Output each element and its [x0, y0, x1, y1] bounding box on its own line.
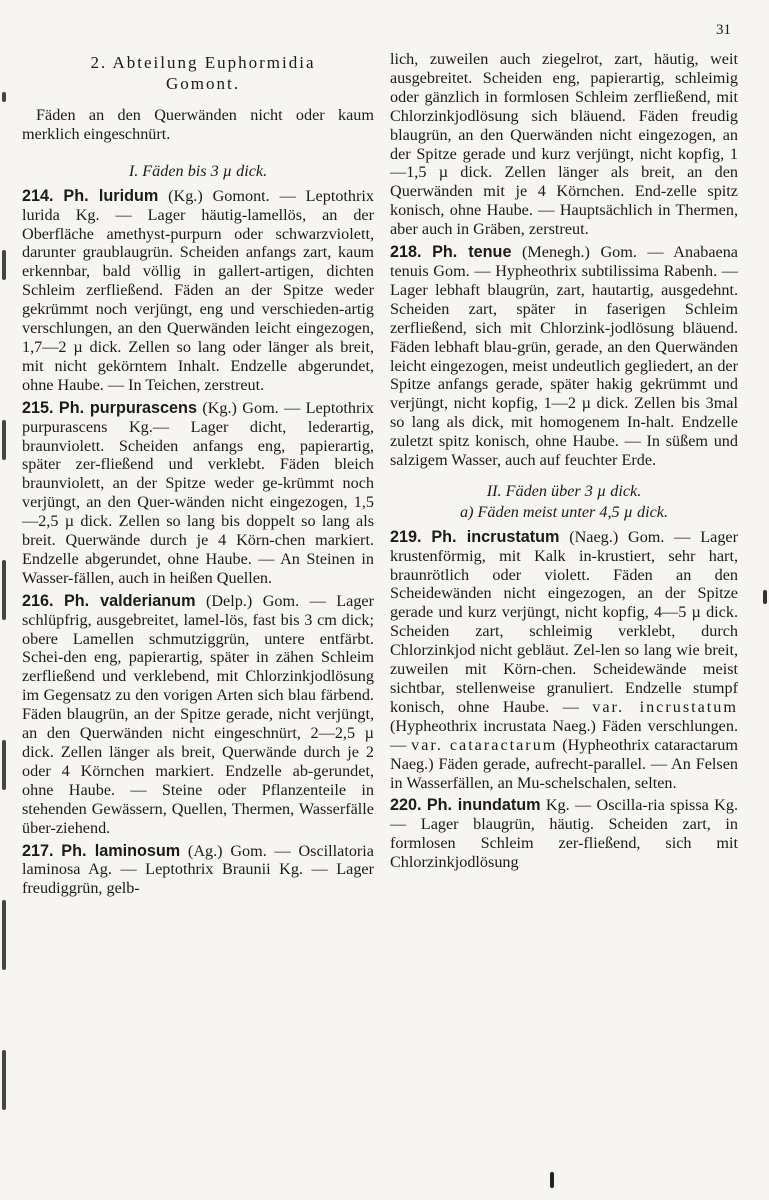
variety-name: var. cataractarum: [411, 735, 558, 754]
entry-text: (Naeg.) Gom. — Lager krustenförmig, mit Kalk in-krustiert, sehr hart, braunrötlich oder violett. Fäden an den Scheidewänden nicht eingezogen, an der Spitze gerade und kurz verjüngt, nicht kopfig, 4—5 µ dick. Scheiden zart, schleimig verklebt, durch Chlorzinkjod nicht gebläut. Zel-len so lang wie breit, zuweilen mit Körn-chen. Scheidewände meist sichtbar, stellenweise granuliert. Endzelle stumpf konisch, ohne Haube. —: [390, 527, 738, 716]
species-entry-215: [22, 399, 374, 588]
scan-edge-mark: [2, 560, 6, 620]
scan-edge-mark: [2, 900, 6, 970]
species-name: Ph. purpurascens: [58, 398, 197, 417]
species-name: Ph. incrustatum: [431, 527, 560, 546]
ink-blot: [550, 1172, 554, 1188]
section-title: [22, 52, 374, 94]
species-entry-216: [22, 592, 374, 838]
entry-text: (Kg.) Gomont. — Leptothrix lurida Kg. — Lager häutig-lamellös, an der Oberfläche amethyst-purpurn oder schwarzviolett, darunter graublaugrün. Scheiden anfangs zart, kaum erkennbar, bald völlig in gallert-artigen, dichten Schleim zerfließend. Fäden an der Spitze weder gekrümmt noch verjüngt, eng und verschieden-artig verschlungen, an den Querwänden leicht eingezogen, 1,7—2 µ dick. Zellen so lang oder länger als breit, mit nicht gekörntem Inhalt. Endzelle abgerundet, ohne Haube. — In Teichen, zerstreut.: [22, 186, 374, 394]
entry-number: 216.: [22, 591, 54, 610]
section-description: Fäden an den Querwänden nicht oder kaum merklich eingeschnürt.: [22, 106, 374, 143]
entry-number: 215.: [22, 398, 54, 417]
ink-blot: [763, 590, 767, 604]
species-name: Ph. laminosum: [61, 841, 181, 860]
scan-edge-mark: [2, 740, 6, 790]
species-name: Ph. tenue: [432, 243, 512, 262]
entry-number: 214.: [22, 186, 54, 205]
entry-number: 217.: [22, 841, 54, 860]
scan-edge-mark: [2, 1050, 6, 1110]
sub-heading: II. Fäden über 3 µ dick.: [486, 481, 642, 500]
section-title-line1: 2. Abteilung Euphormidia: [90, 53, 316, 72]
page-number: 31: [716, 22, 731, 38]
entry-text: (Menegh.) Gom. — Anabaena tenuis Gom. — Hypheothrix subtilissima Rabenh. — Lager lebhaft blaugrün, zart, hautartig, ausgedehnt. Scheiden zart, später in faserigen Schleim zerfließend, sich mit Chlorzink-jodlösung bläuend. Fäden lebhaft blau-grün, gerade, an den Querwänden leicht eingezogen, meist undeutlich gegliedert, an der Spitze anfangs gerade, später hakig gekrümmt und verjüngt, nicht kopfig, 1—2 µ dick. Zellen bis 3mal so lang als dick, mit homogenem In-halt. Endzelle zuletzt spitz konisch, ohne Haube. — In süßem und salzigem Wasser, auch auf feuchter Erde.: [390, 243, 738, 470]
sub-heading: I. Fäden bis 3 µ dick.: [128, 161, 268, 180]
entry-number: 219.: [390, 527, 422, 546]
species-entry-218: [390, 243, 738, 470]
right-column: [390, 50, 738, 876]
species-name: Ph. valderianum: [64, 591, 196, 610]
entry-text: (Ag.) Gom. — Oscillatoria laminosa Ag. — Leptothrix Braunii Kg. — Lager freudiggrün, gelb-: [22, 841, 374, 898]
sub-heading: a) Fäden meist unter 4,5 µ dick.: [459, 502, 669, 521]
scan-edge-mark: [2, 92, 6, 102]
entry-number: 220.: [390, 796, 422, 815]
species-entry-217: [22, 842, 374, 899]
scan-edge-mark: [2, 250, 6, 280]
species-name: Ph. luridum: [63, 186, 159, 205]
entry-text: (Hypheothrix incrustata Naeg.) Fäden verschlungen. —: [390, 716, 738, 754]
entry-text: (Kg.) Gom. — Leptothrix purpurascens Kg.— Lager dicht, lederartig, braunviolett. Scheiden anfangs eng, papierartig, später zer-fließend und verklebt. Fäden bleich braunviolett, an der Spitze weder ge-krümmt noch verjüngt, an den Quer-wänden nicht eingezogen, 1,5—2,5 µ dick. Zellen so lang bis doppelt so lang als breit. Querwände durch je 4 Körn-chen markiert. Endzelle abgerundet, ohne Haube. — An Steinen in Wasser-fällen, auch in heißen Quellen.: [22, 398, 374, 587]
entry-number: 218.: [390, 243, 422, 262]
species-name: Ph. inundatum: [426, 796, 541, 815]
entry-text: (Hypheothrix cataractarum Naeg.) Fäden gerade, aufrecht-parallel. — An Felsen in Wasserfällen, an Mu-schelschalen, selten.: [390, 735, 738, 792]
scan-edge-mark: [2, 420, 6, 460]
entry-text: Kg. — Oscilla-ria spissa Kg. — Lager blaugrün, häutig. Scheiden zart, in formlosen Schleim zer-fließend, sich mit Chlorzinkjodlösung: [390, 796, 738, 872]
variety-name: var. incrustatum: [592, 697, 738, 716]
section-title-line2: Gomont.: [166, 74, 240, 93]
species-entry-217-continued: [390, 50, 738, 239]
species-entry-219: [390, 528, 738, 793]
entry-text: lich, zuweilen auch ziegelrot, zart, häutig, weit ausgebreitet. Scheiden eng, papierartig, schleimig oder gänzlich in formlosen Schleim zerfließend, mit Chlorzinkjodlösung sich bläuend. Fäden freudig blaugrün, an den Querwänden nicht eingezogen, an der Spitze gerade und kurz verjüngt, nicht kopfig, 1—1,5 µ dick. Zellen länger als breit, an den Querwänden mit je 4 Körnchen. End-zelle spitz konisch, ohne Haube. — Hauptsächlich in Thermen, aber auch in Gräben, zerstreut.: [390, 50, 738, 239]
entry-text: (Delp.) Gom. — Lager schlüpfrig, ausgebreitet, lamel-lös, fast bis 3 cm dick; obere Lamellen schmutziggrün, untere entfärbt. Schei-den eng, papierartig, später in zähen Schleim zerfließend und verklebend, mit Chlorzinkjodlösung im Gegensatz zu den vorigen Arten sich blau färbend. Fäden blaugrün, an der Spitze gerade, nicht verjüngt, an den Querwänden nicht eingeschnürt, 2—2,5 µ dick. Zellen länger als breit, Querwände durch je 2 oder 4 Körnchen markiert. Endzelle ab-gerundet, ohne Haube. — Steine oder Pflanzenteile in stehenden Gewässern, Quellen, Thermen, Wasserfälle über-ziehend.: [22, 591, 374, 837]
species-entry-220: [390, 796, 738, 872]
left-column: [22, 50, 374, 902]
species-entry-214: [22, 187, 374, 395]
